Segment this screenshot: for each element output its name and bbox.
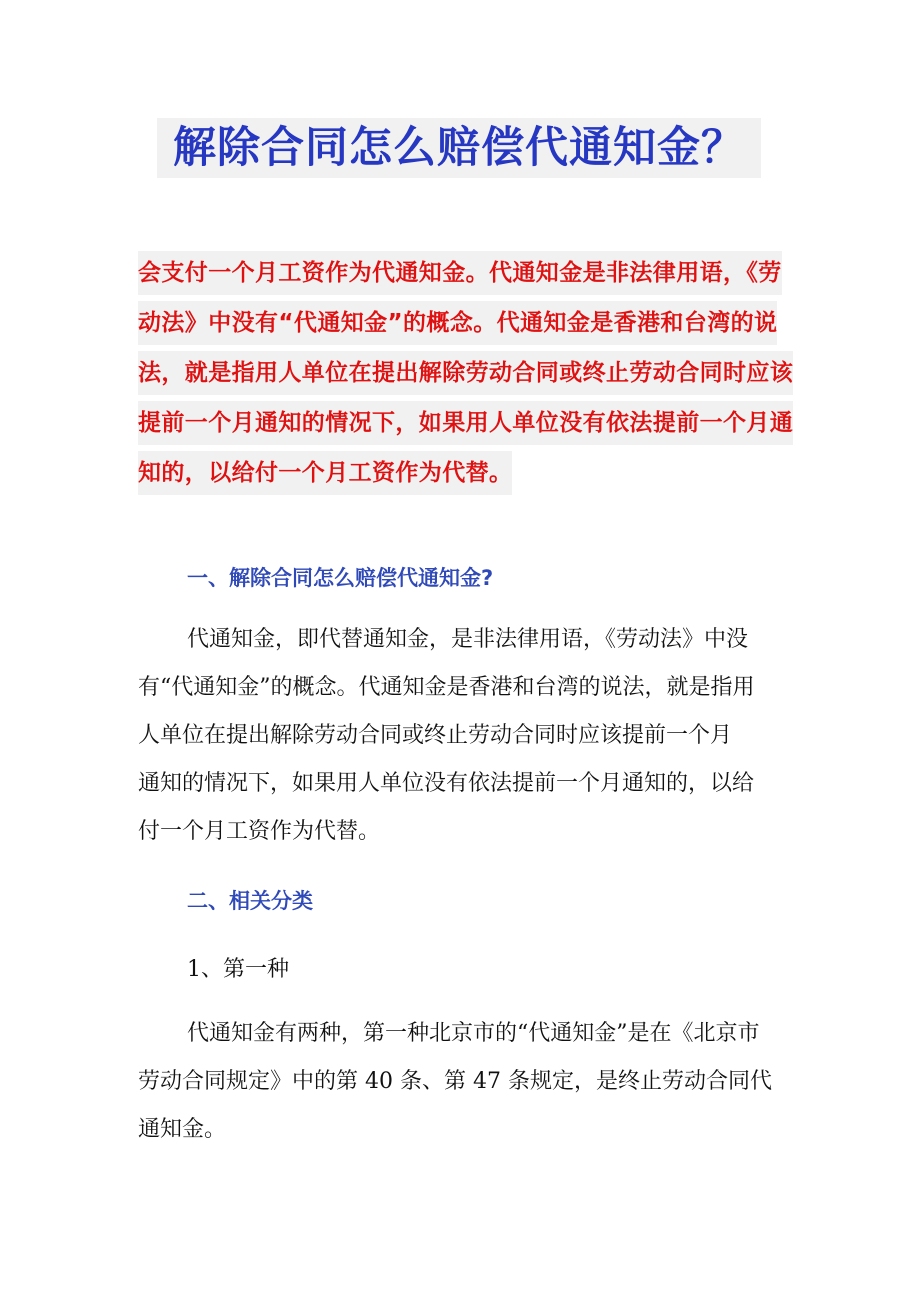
section-heading-2: 二、相关分类 bbox=[187, 889, 313, 913]
summary-line bbox=[138, 351, 794, 401]
paragraph-line: 人单位在提出解除劳动合同或终止劳动合同时应该提前一个月 bbox=[138, 723, 733, 748]
page-title: 解除合同怎么赔偿代通知金？ bbox=[157, 118, 761, 178]
summary-line bbox=[138, 301, 786, 351]
paragraph-line: 通知的情况下，如果用人单位没有依法提前一个月通知的，以给 bbox=[138, 771, 755, 796]
summary-line-text: 会支付一个月工资作为代通知金。代通知金是非法律用语，《劳 bbox=[138, 251, 782, 295]
paragraph-line: 有“代通知金”的概念。代通知金是香港和台湾的说法，就是指用 bbox=[138, 675, 755, 700]
summary-line-text: 法，就是指用人单位在提出解除劳动合同或终止劳动合同时应该 bbox=[138, 351, 793, 395]
section2-paragraph bbox=[138, 1010, 798, 1154]
summary-paragraph bbox=[138, 251, 794, 501]
paragraph-line: 劳动合同规定》中的第 40 条、第 47 条规定，是终止劳动合同代 bbox=[138, 1069, 772, 1094]
section-heading-1: 一、解除合同怎么赔偿代通知金? bbox=[187, 566, 494, 590]
section1-paragraph bbox=[138, 616, 798, 856]
summary-line bbox=[138, 451, 786, 501]
paragraph-line: 付一个月工资作为代替。 bbox=[138, 819, 381, 844]
subsection-label: 1、第一种 bbox=[187, 957, 289, 982]
paragraph-line: 代通知金有两种，第一种北京市的“代通知金”是在《北京市 bbox=[187, 1021, 760, 1046]
summary-line bbox=[138, 401, 794, 451]
summary-line-text: 知的，以给付一个月工资作为代替。 bbox=[138, 451, 512, 495]
summary-line-text: 动法》中没有“代通知金”的概念。代通知金是香港和台湾的说 bbox=[138, 301, 777, 345]
summary-line-text: 提前一个月通知的情况下，如果用人单位没有依法提前一个月通 bbox=[138, 401, 793, 445]
paragraph-line: 代通知金，即代替通知金，是非法律用语，《劳动法》中没 bbox=[187, 627, 749, 652]
paragraph-line: 通知金。 bbox=[138, 1117, 227, 1142]
summary-line bbox=[138, 251, 786, 301]
